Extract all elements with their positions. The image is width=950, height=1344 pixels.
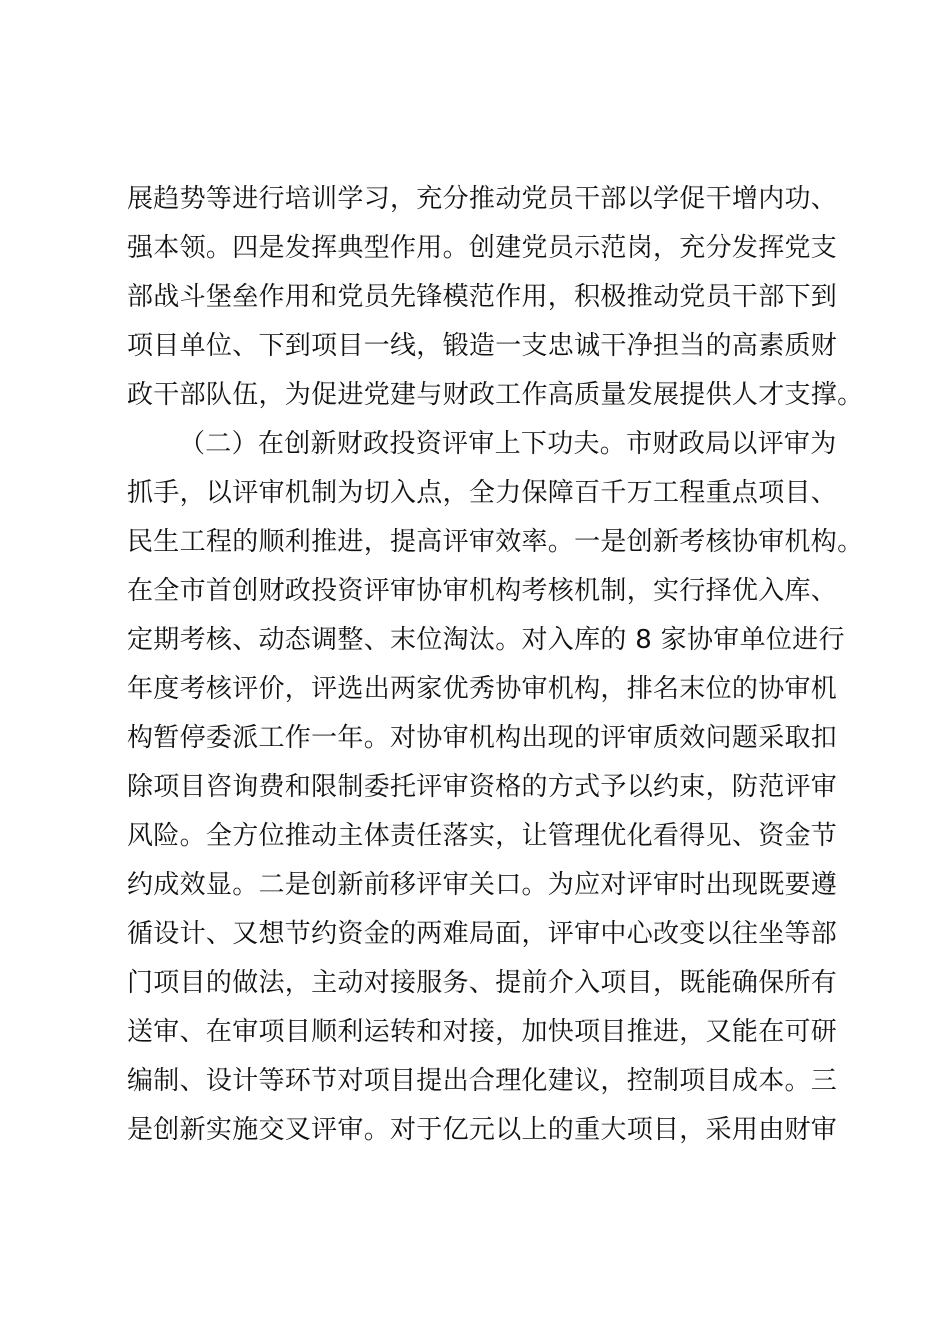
text-line: 门项目的做法，主动对接服务、提前介入项目，既能确保所有 <box>127 968 838 998</box>
text-line: 循设计、又想节约资金的两难局面，评审中心改变以往坐等部 <box>127 919 838 949</box>
text-line: 年度考核评价，评选出两家优秀协审机构，排名末位的协审机 <box>127 674 838 704</box>
text-line: 展趋势等进行培训学习，充分推动党员干部以学促干增内功、 <box>127 184 838 214</box>
text-line: 除项目咨询费和限制委托评审资格的方式予以约束，防范评审 <box>127 772 838 802</box>
text-line: 定期考核、动态调整、末位淘汰。对入库的 8 家协审单位进行 <box>127 625 845 655</box>
text-line: 约成效显。二是创新前移评审关口。为应对评审时出现既要遵 <box>127 870 838 900</box>
text-line: 民生工程的顺利推进，提高评审效率。一是创新考核协审机构。 <box>127 527 864 557</box>
text-line: 在全市首创财政投资评审协审机构考核机制，实行择优入库、 <box>127 576 838 606</box>
text-line: 政干部队伍，为促进党建与财政工作高质量发展提供人才支撑。 <box>127 380 864 410</box>
text-line: 是创新实施交叉评审。对于亿元以上的重大项目，采用由财审 <box>127 1115 838 1145</box>
section-heading-line: （二）在创新财政投资评审上下功夫。市财政局以评审为 <box>179 429 837 459</box>
text-line: 送审、在审项目顺利运转和对接，加快项目推进，又能在可研 <box>127 1017 838 1047</box>
text-line: 风险。全方位推动主体责任落实，让管理优化看得见、资金节 <box>127 821 838 851</box>
text-line: 编制、设计等环节对项目提出合理化建议，控制项目成本。三 <box>127 1066 838 1096</box>
text-line: 部战斗堡垒作用和党员先锋模范作用，积极推动党员干部下到 <box>127 282 838 312</box>
text-line: 项目单位、下到项目一线，锻造一支忠诚干净担当的高素质财 <box>127 331 838 361</box>
text-line: 强本领。四是发挥典型作用。创建党员示范岗，充分发挥党支 <box>127 233 838 263</box>
text-line: 构暂停委派工作一年。对协审机构出现的评审质效问题采取扣 <box>127 723 838 753</box>
text-line: 抓手，以评审机制为切入点，全力保障百千万工程重点项目、 <box>127 478 838 508</box>
